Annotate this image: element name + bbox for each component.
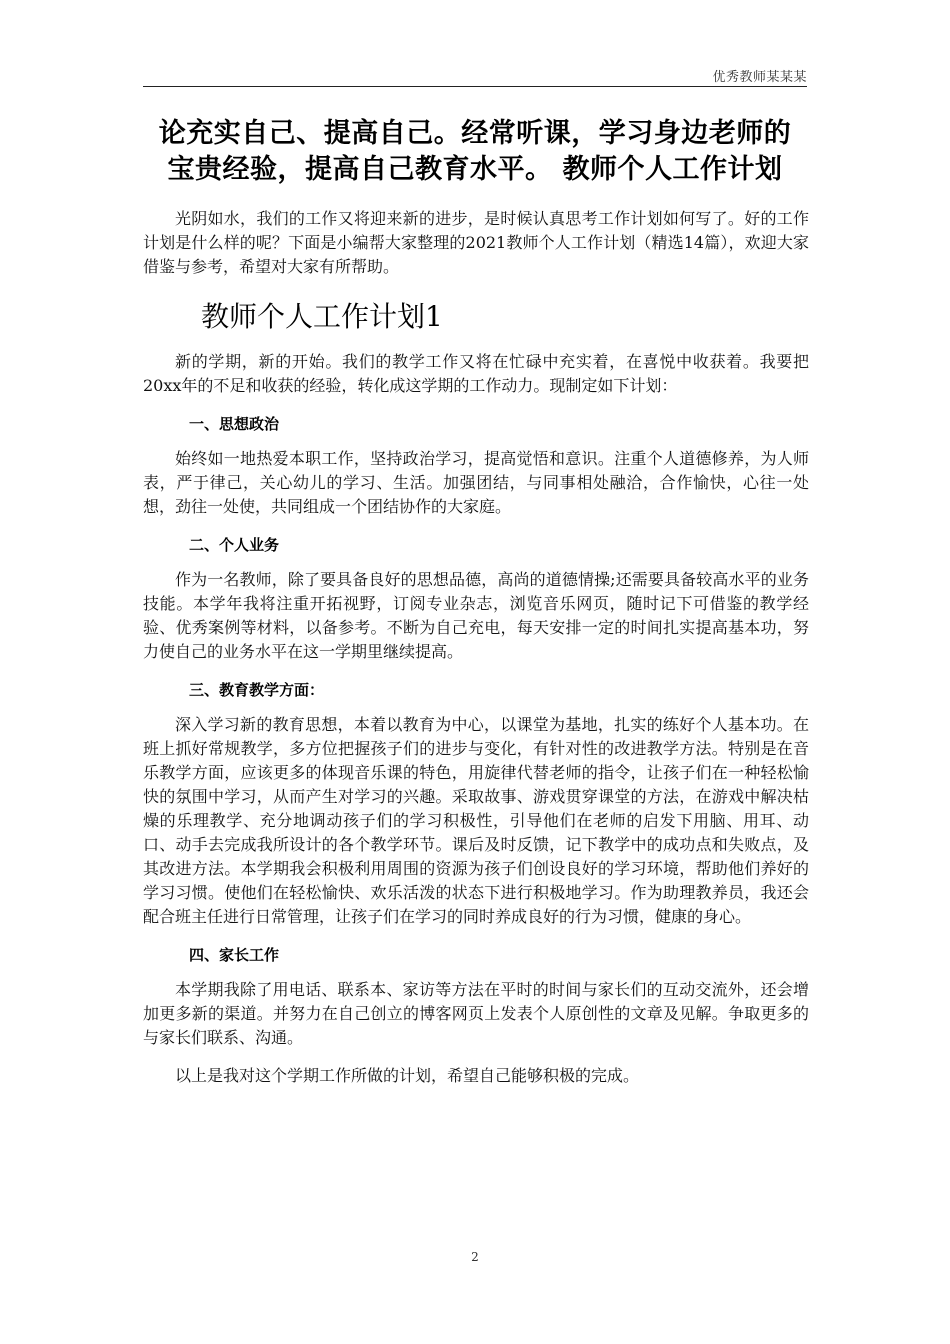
page-number: 2 (471, 1250, 479, 1264)
paragraph-teaching: 深入学习新的教育思想，本着以教育为中心，以课堂为基地，扎实的练好个人基本功。在班上抓好常规教学，多方位把握孩子们的进步与变化，有针对性的改进教学方法。特别是在音乐教学方面，应该更多的体现音乐课的特色，用旋律代替老师的指令，让孩子们在一种轻松愉快的氛围中学习，从而产生对学习的兴趣。采取故事、游戏贯穿课堂的方法，在游戏中解决枯燥的乐理教学、充分地调动孩子们的学习积极性，引导他们在老师的启发下用脑、用耳、动口、动手去完成我所设计的各个教学环节。课后及时反馈，记下教学中的成功点和失败点，及其改进方法。本学期我会积极利用周围的资源为孩子们创设良好的学习环境，帮助他们养好的学习习惯。使他们在轻松愉快、欢乐活泼的状态下进行积极地学习。作为助理教养员，我还会配合班主任进行日常管理，让孩子们在学习的同时养成良好的行为习惯，健康的身心。 (143, 715, 809, 926)
document-body (143, 207, 809, 1088)
section-heading: 教师个人工作计划1 (201, 300, 443, 333)
subheading-parents: 四、家长工作 (189, 946, 280, 964)
opening-paragraph: 新的学期，新的开始。我们的教学工作又将在忙碌中充实着，在喜悦中收获着。我要把20xx年的不足和收获的经验，转化成这学期的工作动力。现制定如下计划： (143, 352, 809, 395)
paragraph-parents: 本学期我除了用电话、联系本、家访等方法在平时的时间与家长们的互动交流外，还会增加更多新的渠道。并努力在自己创立的博客网页上发表个人原创性的文章及见解。争取更多的与家长们联系、沟通。 (143, 980, 809, 1047)
header-divider (143, 86, 807, 87)
page-header-text: 优秀教师某某某 (712, 70, 807, 85)
paragraph-personal-skills: 作为一名教师，除了要具备良好的思想品德，高尚的道德情操;还需要具备较高水平的业务技能。本学年我将注重开拓视野，订阅专业杂志，浏览音乐网页，随时记下可借鉴的教学经验、优秀案例等材料，以备参考。不断为自己充电，每天安排一定的时间扎实提高基本功，努力使自己的业务水平在这一学期里继续提高。 (143, 570, 809, 661)
intro-paragraph: 光阴如水，我们的工作又将迎来新的进步，是时候认真思考工作计划如何写了。好的工作计划是什么样的呢？下面是小编帮大家整理的2021教师个人工作计划（精选14篇），欢迎大家借鉴与参考，希望对大家有所帮助。 (143, 209, 809, 276)
closing-paragraph: 以上是我对这个学期工作所做的计划，希望自己能够积极的完成。 (175, 1066, 640, 1085)
title-line-1: 论充实自己、提高自己。经常听课，学习身边老师的 (158, 118, 792, 149)
paragraph-politics: 始终如一地热爱本职工作，坚持政治学习，提高觉悟和意识。注重个人道德修养，为人师表，严于律己，关心幼儿的学习、生活。加强团结，与同事相处融洽，合作愉快，心往一处想，劲往一处使，共同组成一个团结协作的大家庭。 (143, 449, 809, 516)
subheading-teaching: 三、教育教学方面： (189, 681, 325, 699)
document-title (130, 116, 820, 188)
title-line-2: 宝贵经验，提高自己教育水平。 教师个人工作计划 (167, 154, 783, 185)
subheading-personal-skills: 二、个人业务 (189, 536, 280, 554)
subheading-politics: 一、思想政治 (189, 415, 280, 433)
